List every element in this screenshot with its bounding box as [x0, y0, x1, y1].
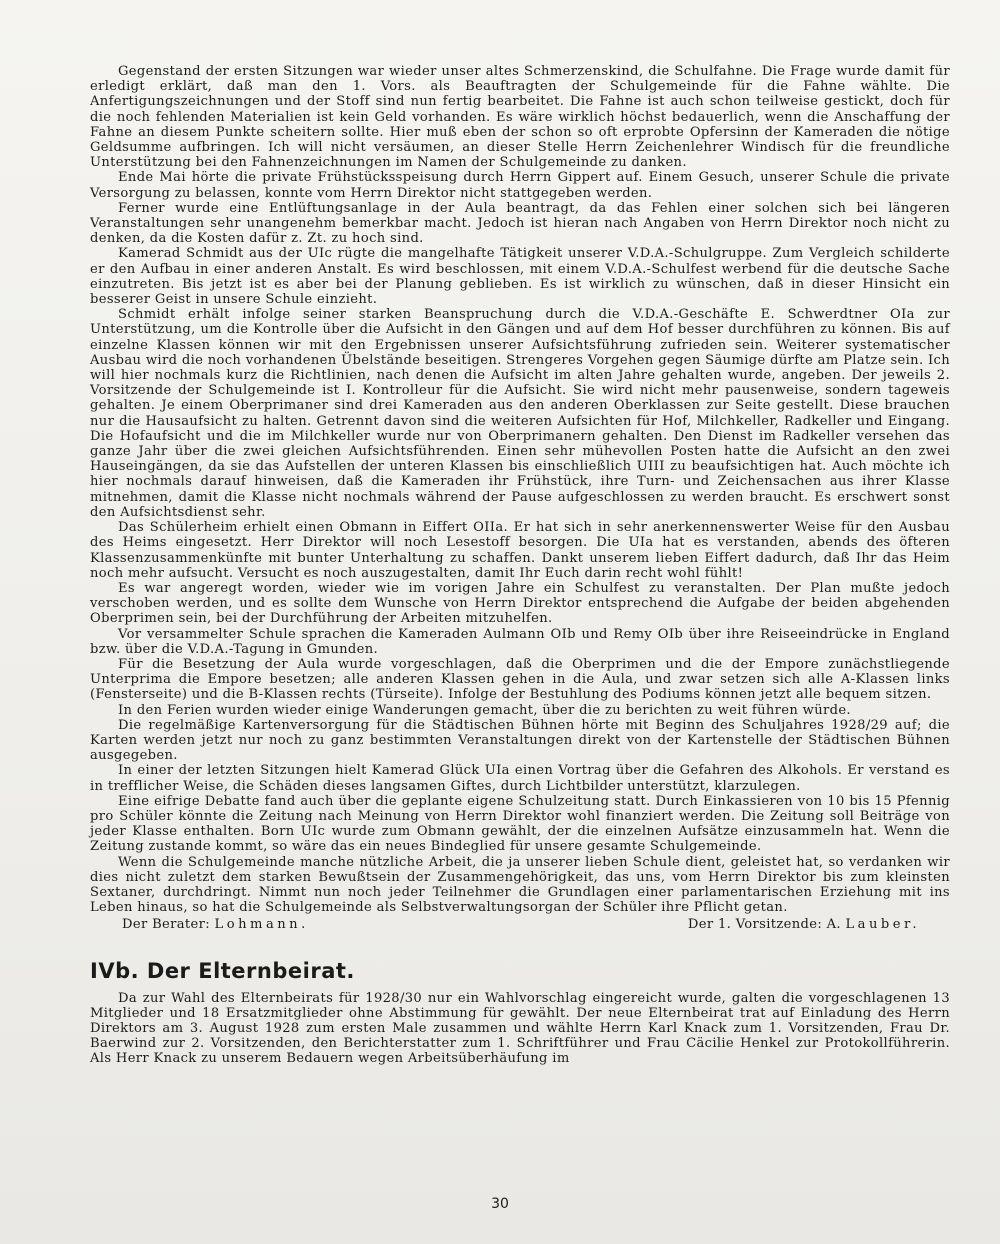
paragraph: Ende Mai hörte die private Frühstücksspeisung durch Herrn Gippert auf. Einem Gesuch, unserer Schule die private Versorgung zu belassen, konnte vom Herrn Direktor nicht stattgegeben werden.: [90, 170, 950, 201]
paragraph: Schmidt erhält infolge seiner starken Beanspruchung durch die V.D.A.-Geschäfte E. Schwerdtner OIa zur Unterstützung, um die Kontrolle über die Aufsicht in den Gängen und auf dem Hof besser durchführen zu können. Bis auf einzelne Klassen können wir mit den Ergebnissen unserer Aufsichtsführung zufrieden sein. Weiterer systematischer Ausbau wird die noch vorhandenen Übelstände beseitigen. Strengeres Vorgehen gegen Säumige dürfte am Platze sein. Ich will hier nochmals kurz die Richtlinien, nach denen die Aufsicht im alten Jahre gehalten wurde, angeben. Der jeweils 2. Vorsitzende der Schulgemeinde ist I. Kontrolleur für die Aufsicht. Sie wird nicht mehr pausenweise, sondern tageweis gehalten. Je einem Oberprimaner sind drei Kameraden aus den anderen Oberklassen zur Seite gestellt. Diese brauchen nur die Hausaufsicht zu halten. Getrennt davon sind die weiteren Aufsichten für Hof, Milchkeller, Radkeller und Eingang. Die Hofaufsicht und die im Milchkeller wurde nur von Oberprimanern gehalten. Den Dienst im Radkeller versehen das ganze Jahr über die zwei gleichen Aufsichtsführenden. Einen sehr mühevollen Posten hatte die Aufsicht an den zwei Hauseingängen, da sie das Aufstellen der unteren Klassen bis einschließlich UIII zu beaufsichtigen hat. Auch möchte ich hier nochmals darauf hinweisen, daß die Kameraden ihr Frühstück, ihre Turn- und Zeichensachen aus ihrer Klasse mitnehmen, damit die Klasse nicht nochmals während der Pause aufgeschlossen zu werden braucht. Es erschwert sonst den Aufsichtsdienst sehr.: [90, 307, 950, 520]
paragraph: In den Ferien wurden wieder einige Wanderungen gemacht, über die zu berichten zu weit führen würde.: [118, 702, 851, 718]
paragraph: Es war angeregt worden, wieder wie im vorigen Jahre ein Schulfest zu veranstalten. Der Plan mußte jedoch verschoben werden, und es sollte dem Wunsche von Herrn Direktor entsprechend die Aufgabe der beiden abgehenden Oberprimen sein, bei der Durchführung der Arbeiten mitzuhelfen.: [90, 580, 950, 627]
paragraph: Vor versammelter Schule sprachen die Kameraden Aulmann OIb und Remy OIb über ihre Reiseeindrücke in England bzw. über die V.D.A.-Tagung in Gmunden.: [90, 626, 950, 657]
paragraph: Gegenstand der ersten Sitzungen war wieder unser altes Schmerzenskind, die Schulfahne. Die Frage wurde damit für erledigt erklärt, daß man den 1. Vors. als Beauftragten der Schulgemeinde für die Fahne wählte. Die Anfertigungszeichnungen und der Stoff sind nun fertig bearbeitet. Die Fahne ist auch schon teilweise gestickt, doch für die noch fehlenden Materialien ist kein Geld vorhanden. Es wäre wirklich höchst bedauerlich, wenn die Anschaffung der Fahne an diesem Punkte scheitern sollte. Hier muß eben der schon so oft erprobte Opfersinn der Kameraden die nötige Geldsumme aufbringen. Ich will nicht versäumen, an dieser Stelle Herrn Zeichenlehrer Windisch für die freundliche Unterstützung bei den Fahnenzeichnungen im Namen der Schulgemeinde zu danken.: [90, 64, 950, 171]
adviser-signature: [90, 917, 309, 932]
chair-name: Lauber.: [845, 917, 920, 933]
section-paragraph: Da zur Wahl des Elternbeirats für 1928/30 nur ein Wahlvorschlag eingereicht wurde, galten die vorgeschlagenen 13 Mitglieder und 18 Ersatzmitglieder ohne Abstimmung für gewählt. Der neue Elternbeirat trat auf Einladung des Herrn Direktors am 3. August 1928 zum ersten Male zusammen und wählte Herrn Karl Knack zum 1. Vorsitzenden, Frau Dr. Baerwind zur 2. Vorsitzenden, den Berichterstatter zum 1. Schriftführer und Frau Cäcilie Henkel zur Protokollführerin. Als Herr Knack zu unserem Bedauern wegen Arbeitsüberhäufung im: [90, 990, 950, 1067]
adviser-name: Lohmann.: [214, 917, 309, 933]
chair-label: Der 1. Vorsitzende: A.: [687, 917, 841, 933]
paragraph: Kamerad Schmidt aus der UIc rügte die mangelhafte Tätigkeit unserer V.D.A.-Schulgruppe. Zum Vergleich schilderte er den Aufbau in einer anderen Anstalt. Es wird beschlossen, mit einem V.D.A.-Schulfest werbend für die deutsche Sache einzutreten. Bis jetzt ist es aber bei der Planung geblieben. Es ist wirklich zu wünschen, daß in dieser Hinsicht ein besserer Geist in unsere Schule einzieht.: [90, 246, 950, 308]
page-number: 30: [491, 1196, 509, 1212]
paragraph: Das Schülerheim erhielt einen Obmann in Eiffert OIIa. Er hat sich in sehr anerkennenswerter Weise für den Ausbau des Heims eingesetzt. Herr Direktor will noch Lesestoff besorgen. Die UIa hat es verstanden, abends des öfteren Klassenzusammenkünfte mit bunter Unterhaltung zu schaffen. Dankt unserem lieben Eiffert dadurch, daß Ihr das Heim noch mehr aufsucht. Versucht es noch auszugestalten, damit Ihr Euch darin recht wohl fühlt!: [90, 520, 950, 581]
section-heading: IVb. Der Elternbeirat.: [90, 958, 355, 983]
paragraph: Für die Besetzung der Aula wurde vorgeschlagen, daß die Oberprimen und die der Empore zunächstliegende Unterprima die Empore besetzen; alle anderen Klassen gehen in die Aula, und zwar setzen sich alle A-Klassen links (Fensterseite) und die B-Klassen rechts (Türseite). Infolge der Bestuhlung des Podiums können jetzt alle bequem sitzen.: [90, 656, 950, 703]
adviser-label: Der Berater:: [122, 917, 210, 933]
paragraph: Die regelmäßige Kartenversorgung für die Städtischen Bühnen hörte mit Beginn des Schuljahres 1928/29 auf; die Karten werden jetzt nur noch zu ganz bestimmten Veranstaltungen direkt von der Kartenstelle der Städtischen Bühnen ausgegeben.: [90, 717, 950, 764]
page-content: [90, 64, 950, 1067]
signature-line: [90, 917, 950, 932]
chair-signature: [688, 917, 950, 932]
paragraph: Ferner wurde eine Entlüftungsanlage in der Aula beantragt, da das Fehlen einer solchen sich bei längeren Veranstaltungen sehr unangenehm bemerkbar macht. Jedoch ist hieran nach Angaben von Herrn Direktor noch nicht zu denken, da die Kosten dafür z. Zt. zu hoch sind.: [90, 200, 950, 247]
paragraph: Wenn die Schulgemeinde manche nützliche Arbeit, die ja unserer lieben Schule dient, geleistet hat, so verdanken wir dies nicht zuletzt dem starken Bewußtsein der Zusammengehörigkeit, das uns, vom Herrn Direktor bis zum kleinsten Sextaner, durchdringt. Nimmt nun noch jeder Teilnehmer die Grundlagen einer parlamentarischen Erziehung mit ins Leben hinaus, so hat die Schulgemeinde als Selbstverwaltungsorgan der Schüler ihre Pflicht getan.: [90, 854, 950, 916]
paragraph: In einer der letzten Sitzungen hielt Kamerad Glück UIa einen Vortrag über die Gefahren des Alkohols. Er verstand es in trefflicher Weise, die Schäden dieses langsamen Giftes, durch Lichtbilder unterstützt, klarzulegen.: [90, 763, 950, 794]
paragraph: Eine eifrige Debatte fand auch über die geplante eigene Schulzeitung statt. Durch Einkassieren von 10 bis 15 Pfennig pro Schüler könnte die Zeitung nach Meinung von Herrn Direktor wohl finanziert werden. Die Zeitung soll Beiträge von jeder Klasse enthalten. Born UIc wurde zum Obmann gewählt, der die einzelnen Aufsätze einzusammeln hat. Wenn die Zeitung zustande kommt, so wäre das ein neues Bindeglied für unsere gesamte Schulgemeinde.: [90, 793, 950, 855]
